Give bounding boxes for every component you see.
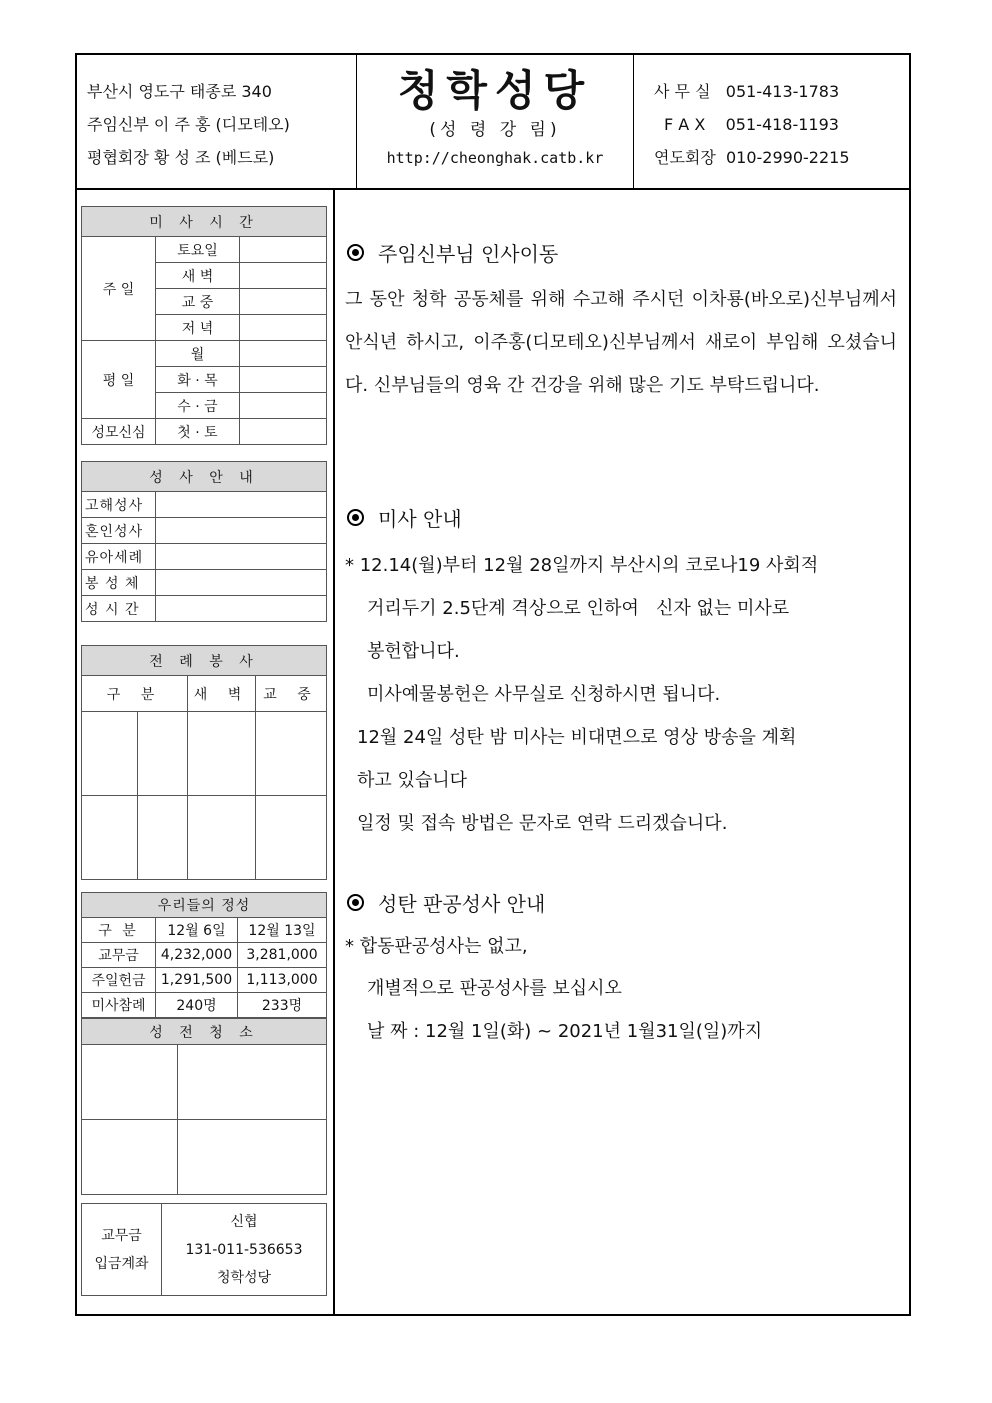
section-pastor-transfer <box>347 238 558 267</box>
fax-number: F A X 051-418-1193 <box>664 115 839 134</box>
header <box>77 55 909 190</box>
section-christmas-confession <box>347 888 545 917</box>
office-phone: 사 무 실 051-413-1783 <box>654 82 840 101</box>
header-title-block <box>357 55 634 188</box>
section-mass-info <box>347 503 462 532</box>
altar-cell <box>138 796 188 880</box>
sunday-row: 저 녁 <box>156 315 240 341</box>
body-line: 봉헌합니다. <box>367 641 460 662</box>
altar-col-category: 구 분 <box>82 676 188 712</box>
time-cell <box>240 263 327 289</box>
altar-cell <box>188 712 256 796</box>
offerings-col-date2: 12월 13일 <box>238 918 327 943</box>
body-line: * 합동판공성사는 없고, <box>345 936 528 957</box>
offering-value: 240명 <box>156 993 238 1018</box>
time-cell <box>240 315 327 341</box>
bullet-icon <box>347 894 364 911</box>
altar-cell <box>256 712 327 796</box>
altar-cell <box>138 712 188 796</box>
weekday-row: 월 <box>156 341 240 367</box>
sacrament-row: 성 시 간 <box>82 596 156 622</box>
sacrament-value <box>156 544 327 570</box>
council-president: 평협회장 황 성 조 (베드로) <box>87 148 275 167</box>
offering-label: 교무금 <box>82 943 156 968</box>
offering-value: 1,113,000 <box>238 968 327 993</box>
account-details <box>162 1204 327 1296</box>
sunday-row: 토요일 <box>156 237 240 263</box>
time-cell <box>240 289 327 315</box>
time-cell <box>240 237 327 263</box>
sacrament-value <box>156 596 327 622</box>
account-holder: 청학성당 <box>216 1269 272 1286</box>
bank-name: 신협 <box>230 1213 258 1230</box>
offering-label: 주일헌금 <box>82 968 156 993</box>
time-cell <box>240 393 327 419</box>
account-number: 131-011-536653 <box>185 1241 303 1258</box>
devotion-label: 성모신심 <box>82 419 156 445</box>
pastor: 주임신부 이 주 홍 (디모테오) <box>87 115 290 134</box>
offering-value: 1,291,500 <box>156 968 238 993</box>
weekday-row: 화 · 목 <box>156 367 240 393</box>
sacrament-row: 봉 성 체 <box>82 570 156 596</box>
sunday-label: 주 일 <box>82 237 156 341</box>
sacrament-row: 유아세례 <box>82 544 156 570</box>
account-table <box>81 1203 327 1296</box>
sacraments-heading: 성 사 안 내 <box>82 462 327 492</box>
cleaning-heading: 성 전 청 소 <box>82 1019 327 1045</box>
section-body: 그 동안 청학 공동체를 위해 수고해 주시던 이차룡(바오로)신부님께서 안식년 하시고, 이주홍(디모테오)신부님께서 새로이 부임해 오셨습니다. 신부님들의 영육 간 건강을 위해 많은 기도 부탁드립니다. <box>345 289 897 396</box>
cleaning-cell <box>178 1120 327 1195</box>
section-title: 성탄 판공성사 안내 <box>378 892 546 916</box>
cleaning-cell <box>82 1045 178 1120</box>
body-line: * 12.14(월)부터 12월 28일까지 부산시의 코로나19 사회적 <box>345 555 819 576</box>
altar-cell <box>256 796 327 880</box>
sacrament-row: 혼인성사 <box>82 518 156 544</box>
weekday-row: 수 · 금 <box>156 393 240 419</box>
time-cell <box>240 341 327 367</box>
bullet-icon <box>347 244 364 261</box>
bullet-icon <box>347 509 364 526</box>
altar-cell <box>82 796 138 880</box>
offerings-heading: 우리들의 정성 <box>82 893 327 918</box>
mass-times-heading: 미 사 시 간 <box>82 207 327 237</box>
altar-cell <box>188 796 256 880</box>
altar-cell <box>82 712 138 796</box>
sunday-row: 새 벽 <box>156 263 240 289</box>
cleaning-cell <box>82 1120 178 1195</box>
offering-value: 3,281,000 <box>238 943 327 968</box>
time-cell <box>240 367 327 393</box>
bulletin-frame <box>75 53 911 1316</box>
altar-service-table <box>81 645 327 880</box>
offerings-col-category: 구 분 <box>82 918 156 943</box>
sacrament-value <box>156 518 327 544</box>
time-cell <box>240 419 327 445</box>
offering-value: 233명 <box>238 993 327 1018</box>
header-left <box>77 55 357 188</box>
cleaning-table <box>81 1018 327 1195</box>
account-label <box>82 1204 162 1296</box>
column-divider <box>333 188 335 1316</box>
liturgical-season: (성 령 강 림) <box>429 120 561 140</box>
section-title: 미사 안내 <box>378 507 462 531</box>
cleaning-cell <box>178 1045 327 1120</box>
account-label-line1: 교무금 <box>101 1227 142 1244</box>
altar-col-main: 교 중 <box>256 676 327 712</box>
address: 부산시 영도구 태종로 340 <box>87 82 272 101</box>
header-right <box>634 55 909 188</box>
sacrament-row: 고해성사 <box>82 492 156 518</box>
devotion-value: 첫 · 토 <box>156 419 240 445</box>
parish-url[interactable]: http://cheonghak.catb.kr <box>386 149 604 167</box>
account-label-line2: 입금계좌 <box>94 1255 149 1272</box>
offerings-table <box>81 892 327 1018</box>
body-line: 12월 24일 성탄 밤 미사는 비대면으로 영상 방송을 계획 <box>357 727 797 748</box>
sacrament-value <box>156 570 327 596</box>
body-line: 개별적으로 판공성사를 보십시오 <box>367 978 622 999</box>
body-line: 날 짜 : 12월 1일(화) ~ 2021년 1월31일(일)까지 <box>367 1021 763 1042</box>
offering-value: 4,232,000 <box>156 943 238 968</box>
body-line: 일정 및 접속 방법은 문자로 연락 드리겠습니다. <box>357 813 728 834</box>
altar-col-dawn: 새 벽 <box>188 676 256 712</box>
sacrament-value <box>156 492 327 518</box>
sacraments-table <box>81 461 327 622</box>
body-line: 미사예물봉헌은 사무실로 신청하시면 됩니다. <box>367 684 721 705</box>
mass-times-table <box>81 206 327 445</box>
body-line: 하고 있습니다 <box>357 770 468 791</box>
body-line: 거리두기 2.5단계 격상으로 인하여 신자 없는 미사로 <box>367 598 790 619</box>
parish-title: 청학성당 <box>397 66 593 115</box>
weekday-label: 평 일 <box>82 341 156 419</box>
altar-service-heading: 전 례 봉 사 <box>82 646 327 676</box>
offerings-col-date1: 12월 6일 <box>156 918 238 943</box>
sunday-row: 교 중 <box>156 289 240 315</box>
offering-label: 미사참례 <box>82 993 156 1018</box>
legion-phone: 연도회장 010-2990-2215 <box>654 148 850 167</box>
section-title: 주임신부님 인사이동 <box>378 242 559 266</box>
